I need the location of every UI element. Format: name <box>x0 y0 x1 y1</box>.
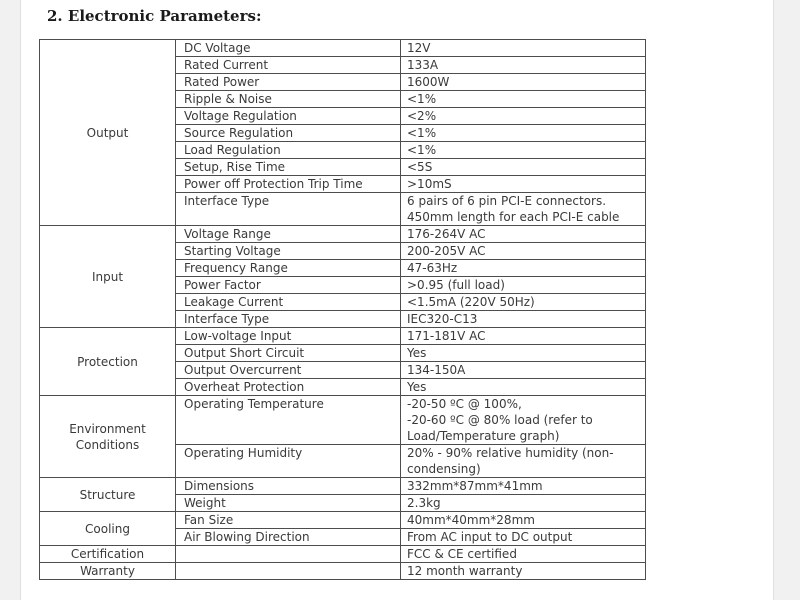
group-name-cell: Structure <box>40 478 176 512</box>
parameter-value-cell: <2% <box>401 108 646 125</box>
parameter-name-cell: Operating Temperature <box>176 396 401 445</box>
parameter-name-cell: Leakage Current <box>176 294 401 311</box>
table-row <box>40 512 646 529</box>
table-row <box>40 478 646 495</box>
group-name-cell: Protection <box>40 328 176 396</box>
parameter-name-cell: Load Regulation <box>176 142 401 159</box>
table-row <box>40 563 646 580</box>
parameter-name-cell: Operating Humidity <box>176 445 401 478</box>
parameter-value-cell: 12V <box>401 40 646 57</box>
parameter-value-cell: <1.5mA (220V 50Hz) <box>401 294 646 311</box>
group-name-cell: Cooling <box>40 512 176 546</box>
parameters-table-body <box>40 40 646 580</box>
parameter-name-cell: Voltage Regulation <box>176 108 401 125</box>
parameter-value-cell: 133A <box>401 57 646 74</box>
group-name-cell: Certification <box>40 546 176 563</box>
parameter-value-cell: 6 pairs of 6 pin PCI-E connectors. 450mm length for each PCI-E cable <box>401 193 646 226</box>
parameter-value-cell: Yes <box>401 379 646 396</box>
parameter-value-cell: Yes <box>401 345 646 362</box>
group-name-cell: Warranty <box>40 563 176 580</box>
parameter-value-cell: FCC & CE certified <box>401 546 646 563</box>
parameter-value-cell: 40mm*40mm*28mm <box>401 512 646 529</box>
parameter-value-cell: 47-63Hz <box>401 260 646 277</box>
parameter-value-cell: 134-150A <box>401 362 646 379</box>
parameter-value-cell: >0.95 (full load) <box>401 277 646 294</box>
table-row <box>40 546 646 563</box>
parameter-name-cell: Interface Type <box>176 311 401 328</box>
parameter-name-cell: Output Short Circuit <box>176 345 401 362</box>
parameter-name-cell: Setup, Rise Time <box>176 159 401 176</box>
table-row <box>40 396 646 445</box>
parameter-value-cell: 1600W <box>401 74 646 91</box>
parameter-name-cell: Source Regulation <box>176 125 401 142</box>
table-row <box>40 328 646 345</box>
parameter-name-cell: Output Overcurrent <box>176 362 401 379</box>
parameter-name-cell: Frequency Range <box>176 260 401 277</box>
parameter-value-cell: 12 month warranty <box>401 563 646 580</box>
parameter-name-cell: Interface Type <box>176 193 401 226</box>
parameter-value-cell: <1% <box>401 125 646 142</box>
parameter-name-cell: Starting Voltage <box>176 243 401 260</box>
parameter-value-cell: 20% - 90% relative humidity (non- condensing) <box>401 445 646 478</box>
parameter-value-cell: <5S <box>401 159 646 176</box>
electronic-parameters-table <box>39 39 646 580</box>
parameter-value-cell: >10mS <box>401 176 646 193</box>
parameter-value-cell: 200-205V AC <box>401 243 646 260</box>
parameter-name-cell: DC Voltage <box>176 40 401 57</box>
parameter-value-cell: 171-181V AC <box>401 328 646 345</box>
parameter-name-cell: Overheat Protection <box>176 379 401 396</box>
parameter-value-cell: 332mm*87mm*41mm <box>401 478 646 495</box>
group-name-cell: Output <box>40 40 176 226</box>
section-heading: 2. Electronic Parameters: <box>47 7 262 25</box>
parameter-value-cell: -20-50 ºC @ 100%, -20-60 ºC @ 80% load (refer to Load/Temperature graph) <box>401 396 646 445</box>
table-row <box>40 226 646 243</box>
parameter-name-cell: Rated Current <box>176 57 401 74</box>
parameter-name-cell: Voltage Range <box>176 226 401 243</box>
parameter-name-cell: Rated Power <box>176 74 401 91</box>
group-name-cell: Environment Conditions <box>40 396 176 478</box>
parameter-name-cell: Power off Protection Trip Time <box>176 176 401 193</box>
parameter-name-cell: Power Factor <box>176 277 401 294</box>
parameter-name-cell <box>176 546 401 563</box>
parameter-name-cell: Air Blowing Direction <box>176 529 401 546</box>
parameter-value-cell: <1% <box>401 142 646 159</box>
group-name-cell: Input <box>40 226 176 328</box>
parameter-value-cell: IEC320-C13 <box>401 311 646 328</box>
table-row <box>40 40 646 57</box>
parameter-name-cell: Fan Size <box>176 512 401 529</box>
parameter-name-cell: Low-voltage Input <box>176 328 401 345</box>
parameter-name-cell: Weight <box>176 495 401 512</box>
parameter-value-cell: <1% <box>401 91 646 108</box>
parameter-name-cell <box>176 563 401 580</box>
parameter-value-cell: From AC input to DC output <box>401 529 646 546</box>
parameter-name-cell: Ripple & Noise <box>176 91 401 108</box>
parameter-value-cell: 176-264V AC <box>401 226 646 243</box>
parameter-name-cell: Dimensions <box>176 478 401 495</box>
parameter-value-cell: 2.3kg <box>401 495 646 512</box>
